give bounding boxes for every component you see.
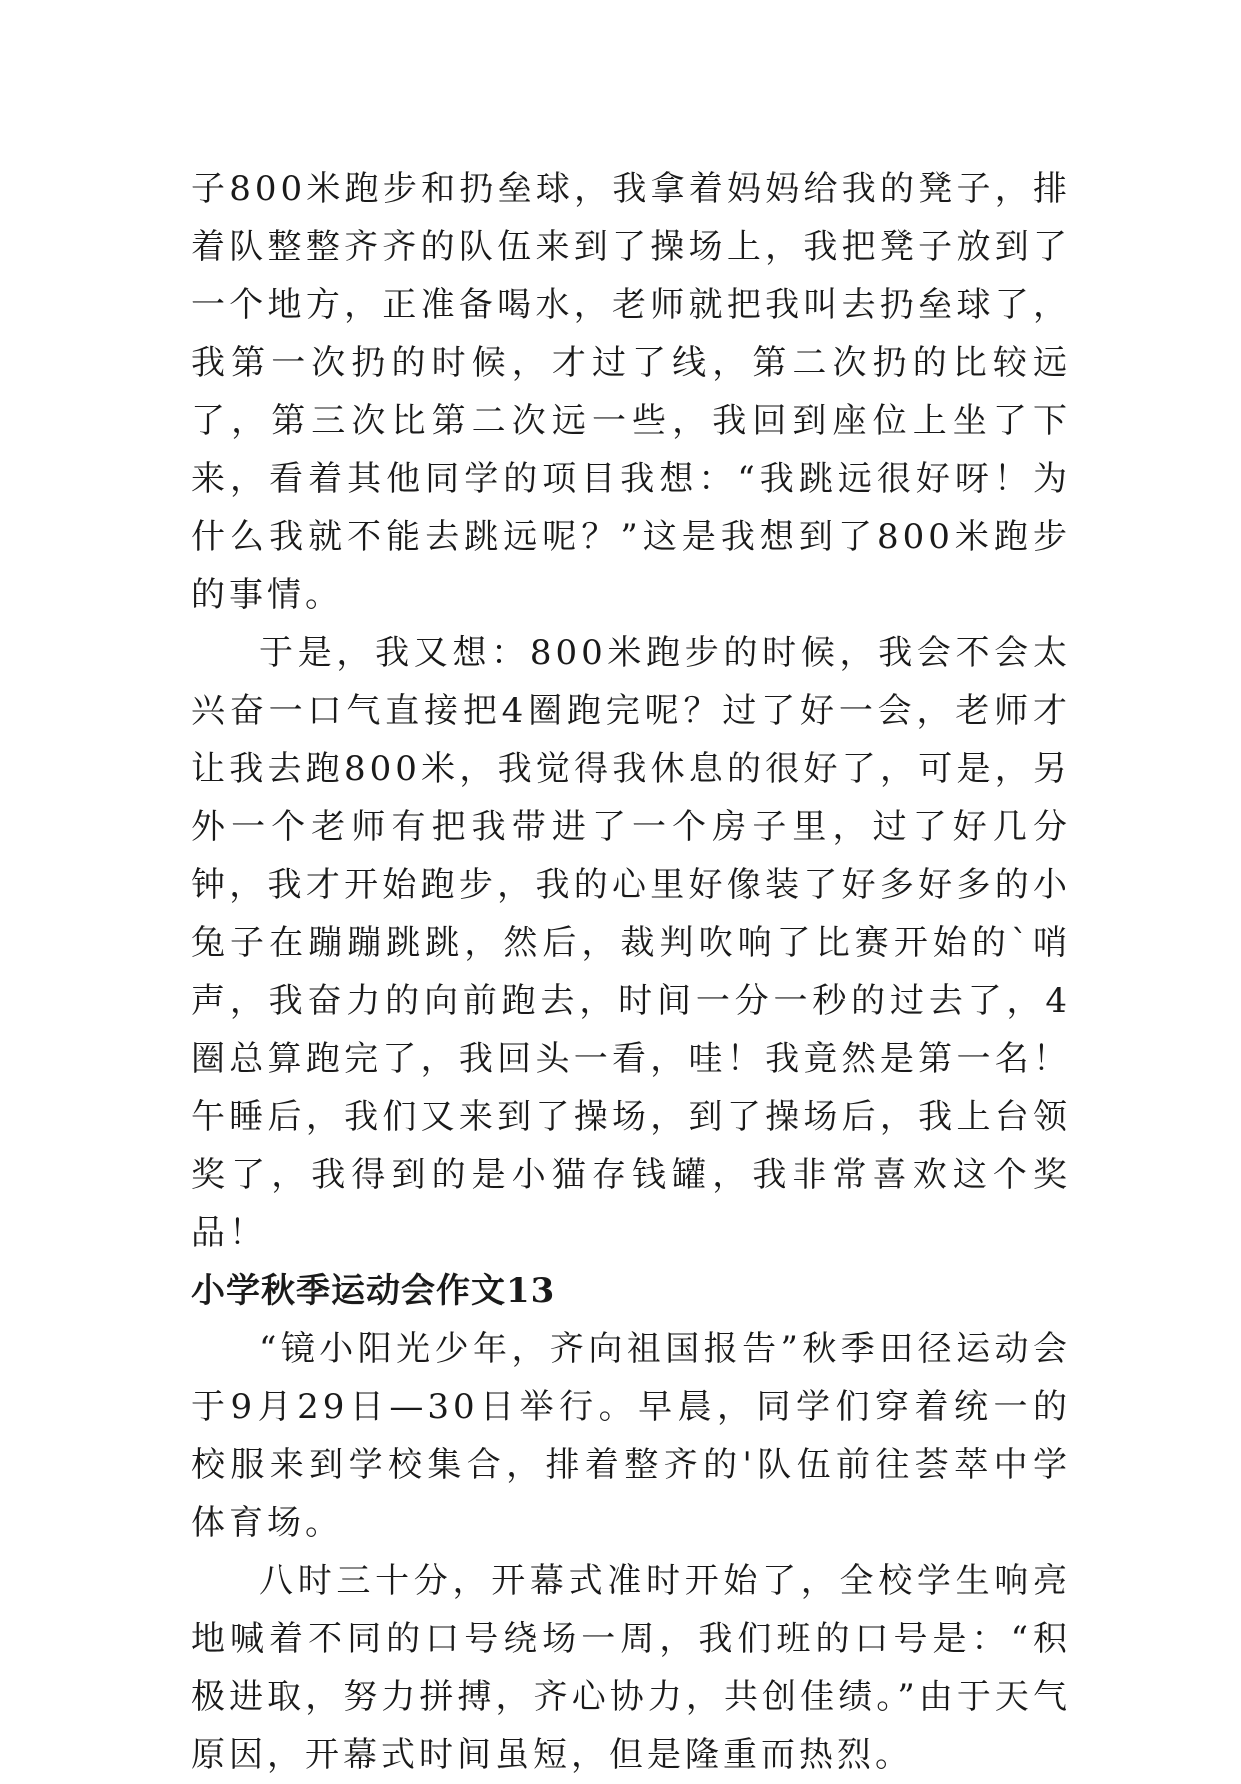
document-body — [191, 160, 1071, 1784]
section-title: 小学秋季运动会作文13 — [191, 1271, 556, 1311]
paragraph-1: 子800米跑步和扔垒球，我拿着妈妈给我的凳子，排着队整整齐齐的队伍来到了操场上，我把凳子放到了一个地方，正准备喝水，老师就把我叫去扔垒球了，我第一次扔的时候，才过了线，第二次扔的比较远了，第三次比第二次远一些，我回到座位上坐了下来，看着其他同学的项目我想：“我跳远很好呀！为什么我就不能去跳远呢？”这是我想到了800米跑步的事情。 — [191, 169, 1071, 615]
paragraph-3: “镜小阳光少年，齐向祖国报告”秋季田径运动会于9月29日—30日举行。早晨，同学们穿着统一的校服来到学校集合，排着整齐的'队伍前往荟萃中学体育场。 — [191, 1329, 1071, 1543]
paragraph-2: 于是，我又想：800米跑步的时候，我会不会太兴奋一口气直接把4圈跑完呢？过了好一会，老师才让我去跑800米，我觉得我休息的很好了，可是，另外一个老师有把我带进了一个房子里，过了好几分钟，我才开始跑步，我的心里好像装了好多好多的小兔子在蹦蹦跳跳，然后，裁判吹响了比赛开始的`哨声，我奋力的向前跑去，时间一分一秒的过去了，4圈总算跑完了，我回头一看，哇！我竟然是第一名！午睡后，我们又来到了操场，到了操场后，我上台领奖了，我得到的是小猫存钱罐，我非常喜欢这个奖品！ — [191, 633, 1071, 1253]
paragraph-4: 八时三十分，开幕式准时开始了，全校学生响亮地喊着不同的口号绕场一周，我们班的口号是：“积极进取，努力拼搏，齐心协力，共创佳绩。”由于天气原因，开幕式时间虽短，但是隆重而热烈。 — [191, 1561, 1071, 1775]
